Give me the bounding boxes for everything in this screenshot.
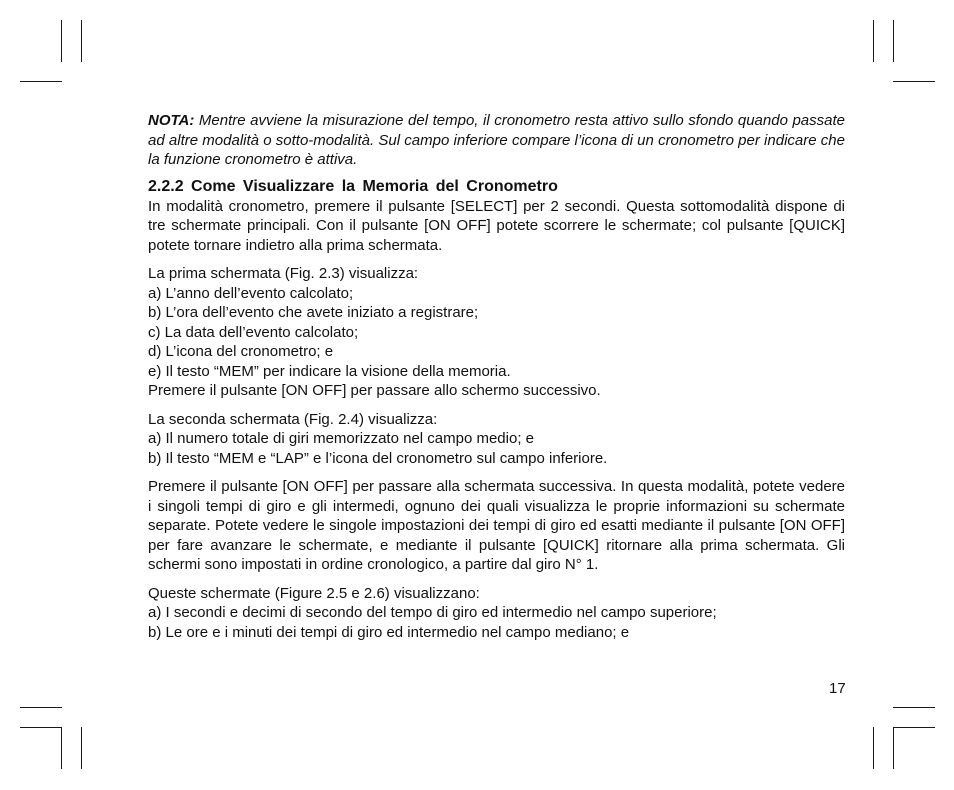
third-paragraph: Premere il pulsante [ON OFF] per passare alla schermata successiva. In questa modalità, potete vedere i singoli tempi di giro e gli intermedi, ognuno dei quali visualizza le proprie informazioni su schermate separate. Potete vedere le singole impostazioni dei tempi di giro ed esatti mediante il pulsante [ON OFF] per fare avanzare le schermate, e mediante il pulsante [QUICK] ritornare alla prima schermata. Gli schermi sono impostati in ordine cronologico, a partire dal giro N° 1. <box>148 478 845 573</box>
note-text: Mentre avviene la misurazione del tempo, il cronometro resta attivo sullo sfondo quando passate ad altre modalità o sotto-modalità. Sul campo inferiore compare l’icona di un cronometro per indicare che la funzione cronometro è attiva. <box>148 112 845 168</box>
list-item: a) Il numero totale di giri memorizzato nel campo medio; e <box>148 430 535 447</box>
crop-mark <box>81 20 82 62</box>
list-item: e) Il testo “MEM” per indicare la visione della memoria. <box>148 362 511 380</box>
crop-mark <box>20 81 62 82</box>
crop-mark <box>873 727 874 769</box>
note-paragraph <box>148 111 845 170</box>
first-screen-intro: La prima schermata (Fig. 2.3) visualizza: <box>148 265 419 282</box>
list-item: d) L’icona del cronometro; e <box>148 343 334 360</box>
list-item: b) L’ora dell’evento che avete iniziato a registrare; <box>148 304 479 321</box>
intro-paragraph: In modalità cronometro, premere il pulsante [SELECT] per 2 secondi. Questa sottomodalità dispone di tre schermate principali. Con il pulsante [ON OFF] potete scorrere le schermate; col pulsante [QUICK] potete tornare indietro alla prima schermata. <box>148 197 845 254</box>
second-screen-intro: La seconda schermata (Fig. 2.4) visualizza: <box>148 410 438 428</box>
first-screen-list <box>148 284 845 382</box>
list-item: a) I secondi e decimi di secondo del tempo di giro ed intermedio nel campo superiore; <box>148 604 717 621</box>
list-item: a) L’anno dell’evento calcolato; <box>148 284 354 302</box>
crop-mark <box>873 20 874 62</box>
crop-mark <box>893 727 935 728</box>
page-body <box>148 111 845 642</box>
crop-mark <box>893 81 935 82</box>
note-label: NOTA: <box>148 112 195 129</box>
first-screen-outro: Premere il pulsante [ON OFF] per passare allo schermo successivo. <box>148 382 601 399</box>
list-item: b) Il testo “MEM e “LAP” e l’icona del cronometro sul campo inferiore. <box>148 449 608 467</box>
crop-mark <box>20 707 62 708</box>
last-screens-intro: Queste schermate (Figure 2.5 e 2.6) visualizzano: <box>148 584 480 602</box>
second-screen-list <box>148 429 845 468</box>
crop-mark <box>893 727 894 769</box>
list-item: c) La data dell’evento calcolato; <box>148 323 359 341</box>
last-screens-list <box>148 603 845 642</box>
page-number: 17 <box>829 680 846 697</box>
crop-mark <box>20 727 62 728</box>
crop-mark <box>81 727 82 769</box>
crop-mark <box>61 727 62 769</box>
crop-mark <box>893 707 935 708</box>
list-item: b) Le ore e i minuti dei tempi di giro ed intermedio nel campo mediano; e <box>148 623 630 641</box>
crop-mark <box>61 20 62 62</box>
section-heading: 2.2.2 Come Visualizzare la Memoria del Cronometro <box>148 177 558 195</box>
crop-mark <box>893 20 894 62</box>
